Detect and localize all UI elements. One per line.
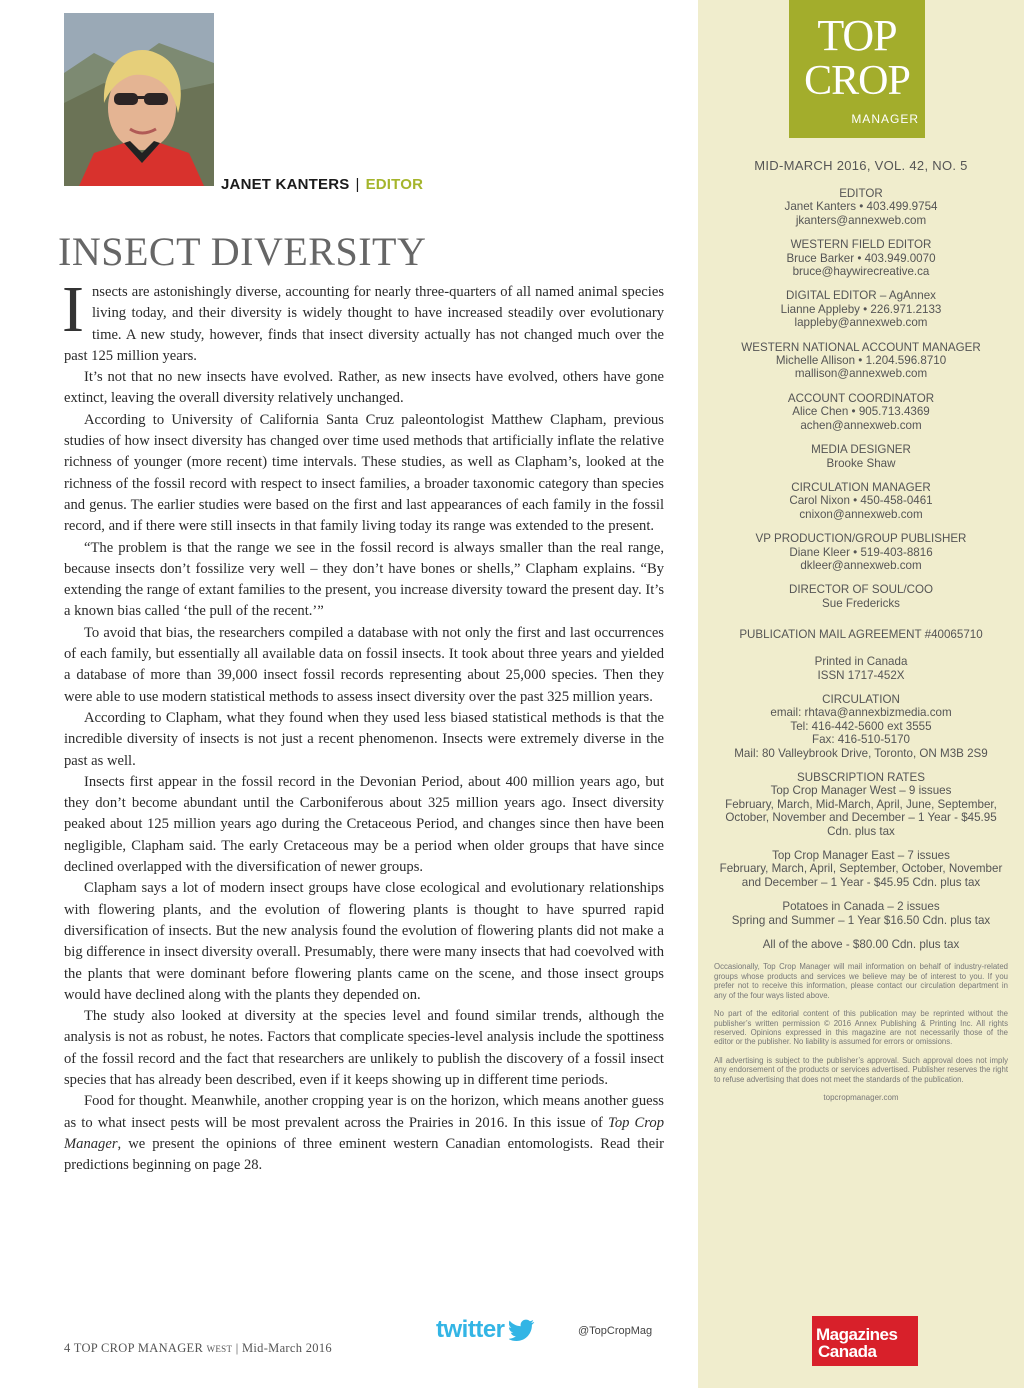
editor-photo [64,13,214,186]
website-link[interactable]: topcropmanager.com [823,1092,899,1102]
folio-divider: | [235,1341,239,1355]
staff-account-manager: WESTERN NATIONAL ACCOUNT MANAGER Michelle Allison • 1.204.596.8710 mallison@annexweb.com [741,340,981,381]
subscription-all: All of the above - $80.00 Cdn. plus tax [762,938,960,952]
drop-cap: I [62,273,84,346]
twitter-bird-icon [509,1319,535,1341]
mailing-notice: Occasionally, Top Crop Manager will mail information on behalf of industry-related groups whose products and services we believe may be of interest to you. If you prefer not to receive this information, please contact our circulation department in any of the four ways listed above. [714,962,1008,1000]
article-paragraph: “The problem is that the range we see in the fossil record is always smaller than the real range, because insects don’t fossilize very well – they don’t have bones or shells,” Clapham explains. “By extending the range of extant families to the present, you increase diversity toward the present day. It’s a known bias called ‘the pull of the recent.’” [64,539,664,620]
article-paragraph: Clapham says a lot of modern insect groups have close ecological and evolutionary relationships with flowering plants, and the evolution of flowering plants is thought to have spurred rapid diversification of insects. But the new analysis found the evolution of flowering plants did not make a big difference in insect diversity overall. Presumably, there were many insects that had coevolved with the plants that were dominant before flowering plants came on the scene, and those insect groups would have declined along with the plants they depended on. [64,880,664,1003]
article-body [62,273,665,1176]
article-paragraph: According to Clapham, what they found when they used less biased statistical methods is that the incredible diversity of insects is not just a recent phenomenon. Insects were extremely diverse in the past as well. [64,709,664,769]
staff-media-designer: MEDIA DESIGNER Brooke Shaw [811,443,911,470]
staff-director: DIRECTOR OF SOUL/COO Sue Fredericks [788,583,934,610]
byline-separator: | [355,176,360,193]
staff-editor: EDITOR Janet Kanters • 403.499.9754 jkanters@annexweb.com [784,187,938,227]
magazine-title-italic: Top Crop Manager [64,1114,665,1152]
staff-western-field-editor: WESTERN FIELD EDITOR Bruce Barker • 403.949.0070 bruce@haywirecreative.ca [786,238,936,279]
staff-account-coordinator: ACCOUNT COORDINATOR Alice Chen • 905.713.4369 achen@annexweb.com [787,391,935,432]
article-paragraph: It’s not that no new insects have evolved. Rather, as new insects have evolved, others have gone extinct, leaving the overall diversity relatively unchanged. [64,369,664,407]
staff-digital-editor: DIGITAL EDITOR – AgAnnex Lianne Appleby • 226.971.2133 lappleby@annexweb.com [780,289,942,330]
article-paragraph: The study also looked at diversity at the species level and found similar trends, although the analysis is not as robust, he notes. Factors that complicate species-level analysis include the spottiness of the fossil record and the fact that researchers are unlikely to publish the discovery of a fossil insect species that has already been described, even if it keeps showing up in different time periods. [64,1008,664,1088]
twitter-link[interactable] [436,1316,535,1344]
subscription-east: Top Crop Manager East – 7 issues February, March, April, September, October, November and December – 1 Year - $45.95 Cdn. plus tax [719,849,1003,889]
staff-group-publisher: VP PRODUCTION/GROUP PUBLISHER Diane Kleer • 519-403-8816 dkleer@annexweb.com [755,532,967,572]
publication-mail-agreement: PUBLICATION MAIL AGREEMENT #40065710 [739,628,983,642]
article-paragraph: According to University of California Santa Cruz paleontologist Matthew Clapham, previous studies of how insect diversity has changed over time used methods that artificially inflate the relative richness of younger (more recent) time intervals. These studies, as well as Clapham’s, looked at the richness of the fossil record with respect to insect families, a broader taxonomic category than species and genus. The earlier studies were based on the first and last appearances of each family in the fossil record, and if there were still insects in that family living today its range was extended to the present. [64,411,664,535]
copyright-notice: No part of the editorial content of this publication may be reprinted without the publisher’s written permission © 2016 Annex Publishing & Printing Inc. All rights reserved. Opinions expressed in this magazine are not necessarily those of the editor or the publisher. No liability is assumed for errors or omissions. [714,1009,1008,1047]
article-paragraph: Insects are astonishingly diverse, accounting for nearly three-quarters of all named animal species living today, and their diversity is widely thought to have increased steadily over evolutionary time. A new study, however, finds that insect diversity actually has not changed much over the past 125 million years. [62,273,664,364]
article-paragraph: To avoid that bias, the researchers compiled a database with not only the first and last occurrences of each family, but essentially all available data on fossil insects. It took about three years and yielded a database of more than 39,000 insect fossil records representing about 25,000 species. Then they were able to use modern statistical methods to assess insect diversity over the past 325 million years. [64,624,664,705]
article-paragraph: Insects first appear in the fossil record in the Devonian Period, about 400 million years ago, but they don’t become abundant until the Carboniferous about 325 million years ago. Insect diversity peaked about 125 million years ago during the Cretaceous Period, and changes since then have been negligible, Clapham said. The early Cretaceous may be a period when older groups that have since declined overlapped with the diversification of newer groups. [64,773,664,876]
folio-magazine: TOP CROP MANAGER [73,1341,204,1355]
subscription-west: SUBSCRIPTION RATES Top Crop Manager West – 9 issues February, March, Mid-March, April, June, September, October, November and December – 1 Year - $45.95 Cdn. plus tax [725,771,997,838]
article-paragraph: Food for thought. Meanwhile, another cropping year is on the horizon, which means another guess as to what insect pests will be most prevalent across the Prairies in 2016. In this issue of Top Crop Manager, we present the opinions of three eminent western Canadian entomologists. Read their predictions beginning on page 28. [64,1093,665,1174]
folio-edition: WEST [206,1344,233,1354]
top-crop-manager-logo: TOP CROP MANAGER [789,0,925,138]
printed-info: Printed in Canada ISSN 1717-452X [814,655,908,682]
circulation-info: CIRCULATION email: rhtava@annexbizmedia.com Tel: 416-442-5600 ext 3555 Fax: 416-510-5170 Mail: 80 Valleybrook Drive, Toronto, ON M3B 2S9 [734,692,988,760]
folio-date: Mid-March 2016 [241,1341,332,1355]
byline [221,176,423,193]
advertising-notice: All advertising is subject to the publisher’s approval. Such approval does not imply any endorsement of the products or services advertised. Publisher reserves the right to refuse advertising that does not meet the standards of the publication. [714,1055,1008,1084]
author-role: EDITOR [365,176,424,193]
magazines-canada-logo: Magazines Canada [812,1316,918,1366]
headline: INSECT DIVERSITY [58,229,427,274]
page-folio [64,1341,332,1356]
legal-notes [714,962,1008,1083]
page-number: 4 [64,1341,71,1355]
subscription-potatoes: Potatoes in Canada – 2 issues Spring and Summer – 1 Year $16.50 Cdn. plus tax [731,900,991,927]
issue-info: MID-MARCH 2016, VOL. 42, NO. 5 [754,158,968,173]
masthead [704,158,1018,1102]
twitter-wordmark: twitter [436,1316,505,1343]
author-name: JANET KANTERS [221,176,350,193]
twitter-handle: @TopCropMag [578,1325,653,1337]
staff-circulation-manager: CIRCULATION MANAGER Carol Nixon • 450-458-0461 cnixon@annexweb.com [789,480,933,521]
